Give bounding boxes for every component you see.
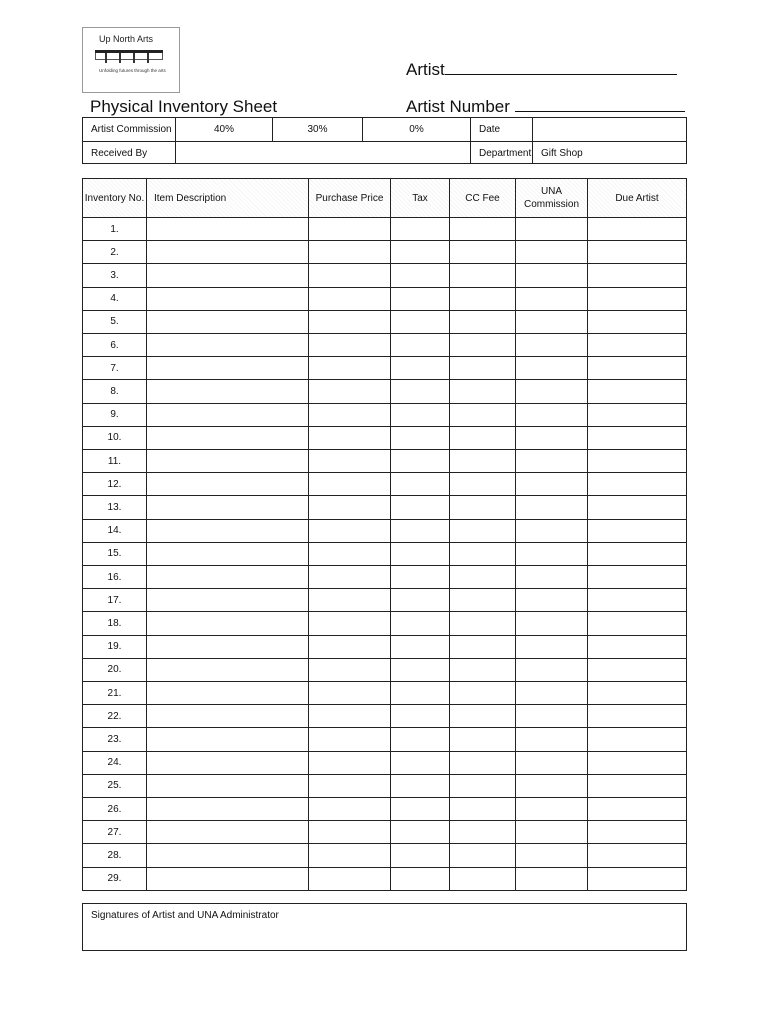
artist-number-field[interactable]	[406, 97, 685, 117]
column-divider	[515, 179, 516, 890]
table-row[interactable]	[83, 797, 686, 820]
table-row[interactable]	[83, 751, 686, 774]
row-number: 26.	[107, 803, 122, 815]
table-row[interactable]	[83, 820, 686, 843]
artist-label: Artist	[406, 60, 445, 79]
row-number: 13.	[107, 501, 122, 513]
row-number: 1.	[110, 223, 119, 235]
table-row[interactable]	[83, 588, 686, 611]
header-una-commission: UNA Commission	[516, 179, 587, 217]
logo-pin	[147, 53, 149, 63]
inventory-table	[82, 178, 687, 891]
logo-pin	[133, 53, 135, 63]
department-value[interactable]: Gift Shop	[541, 147, 583, 159]
row-number: 20.	[107, 664, 122, 676]
company-logo	[82, 27, 180, 93]
column-divider	[587, 179, 588, 890]
row-number: 2.	[110, 246, 119, 258]
table-row[interactable]	[83, 495, 686, 518]
header-due-artist: Due Artist	[588, 179, 686, 217]
artist-number-underline[interactable]	[515, 98, 685, 112]
table-row[interactable]	[83, 333, 686, 356]
row-number: 6.	[110, 339, 119, 351]
received-by-field[interactable]	[176, 142, 471, 164]
row-number: 29.	[107, 873, 122, 885]
date-field[interactable]	[533, 118, 686, 141]
signature-box[interactable]	[82, 903, 687, 951]
header-purchase-price: Purchase Price	[309, 179, 390, 217]
signature-label: Signatures of Artist and UNA Administrator	[91, 910, 279, 921]
table-row[interactable]	[83, 449, 686, 472]
column-divider	[308, 179, 309, 890]
table-row[interactable]	[83, 472, 686, 495]
table-row[interactable]	[83, 565, 686, 588]
row-number: 17.	[107, 594, 122, 606]
column-divider	[390, 179, 391, 890]
row-number: 9.	[110, 409, 119, 421]
column-divider	[146, 179, 147, 890]
received-by-label: Received By	[83, 142, 176, 164]
table-row[interactable]	[83, 635, 686, 658]
commission-option-30[interactable]: 30%	[273, 118, 363, 141]
table-row[interactable]	[83, 379, 686, 402]
row-number: 7.	[110, 362, 119, 374]
row-number: 21.	[107, 687, 122, 699]
row-number: 10.	[107, 432, 122, 444]
table-row[interactable]	[83, 287, 686, 310]
table-row[interactable]	[83, 240, 686, 263]
logo-pin	[119, 53, 121, 63]
row-number: 25.	[107, 780, 122, 792]
artist-underline[interactable]	[445, 61, 677, 75]
row-number: 23.	[107, 733, 122, 745]
table-row[interactable]	[83, 263, 686, 286]
table-row[interactable]	[83, 774, 686, 797]
row-number: 5.	[110, 316, 119, 328]
column-divider	[449, 179, 450, 890]
table-row[interactable]	[83, 403, 686, 426]
table-row[interactable]	[83, 542, 686, 565]
row-number: 11.	[107, 455, 122, 467]
row-number: 24.	[107, 757, 122, 769]
row-number: 4.	[110, 293, 119, 305]
logo-tagline: Unfolding futures through the arts	[99, 68, 166, 73]
header-inventory-no: Inventory No.	[83, 179, 146, 217]
table-row[interactable]	[83, 658, 686, 681]
artist-field[interactable]	[406, 60, 677, 80]
table-row[interactable]	[83, 727, 686, 750]
table-row[interactable]	[83, 843, 686, 866]
table-row[interactable]	[83, 611, 686, 634]
commission-option-0[interactable]: 0%	[363, 118, 471, 141]
row-number: 16.	[107, 571, 122, 583]
row-number: 3.	[110, 269, 119, 281]
row-number: 8.	[110, 385, 119, 397]
row-number: 19.	[107, 641, 122, 653]
table-row[interactable]	[83, 867, 686, 890]
table-row[interactable]	[83, 356, 686, 379]
date-label: Date	[471, 118, 533, 141]
row-number: 28.	[107, 849, 122, 861]
table-row[interactable]	[83, 681, 686, 704]
logo-name: Up North Arts	[99, 34, 154, 44]
header-item-description: Item Description	[147, 179, 308, 217]
table-row[interactable]	[83, 310, 686, 333]
header-tax: Tax	[391, 179, 449, 217]
page-title: Physical Inventory Sheet	[90, 97, 278, 116]
info-table	[82, 117, 687, 164]
table-row[interactable]	[83, 704, 686, 727]
row-number: 18.	[107, 617, 122, 629]
row-number: 14.	[107, 525, 122, 537]
row-number: 15.	[107, 548, 122, 560]
header-cc-fee: CC Fee	[450, 179, 515, 217]
table-row[interactable]	[83, 519, 686, 542]
commission-option-40[interactable]: 40%	[176, 118, 273, 141]
row-number: 27.	[107, 826, 122, 838]
logo-pin	[105, 53, 107, 63]
department-label: Department	[471, 142, 533, 164]
artist-commission-label: Artist Commission	[83, 118, 176, 141]
artist-number-label: Artist Number	[406, 97, 510, 116]
row-number: 12.	[107, 478, 122, 490]
table-row[interactable]	[83, 426, 686, 449]
row-number: 22.	[107, 710, 122, 722]
table-row[interactable]	[83, 217, 686, 240]
